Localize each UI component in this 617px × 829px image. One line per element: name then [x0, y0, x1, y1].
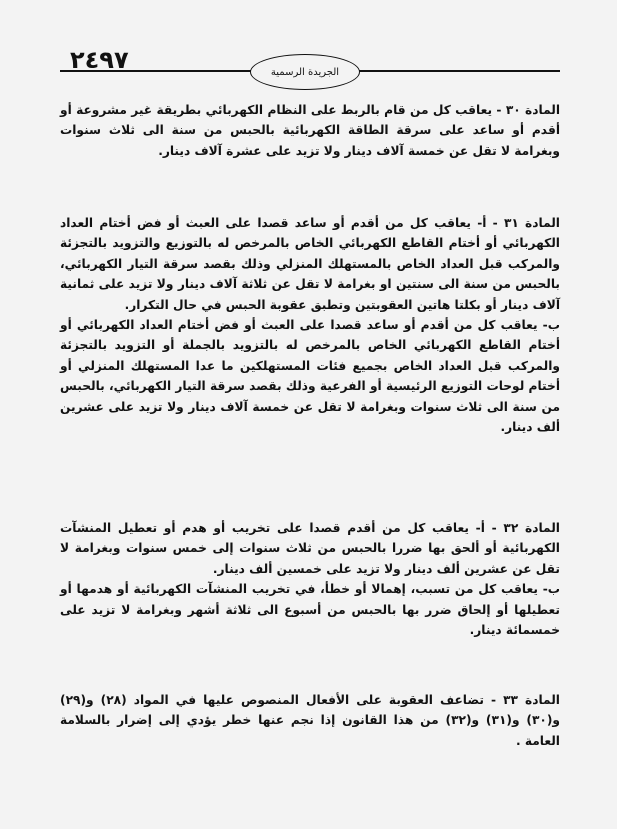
article-31-item-b-text: ب- يعاقب كل من أقدم أو ساعد قصدا على العبث أو فض أختام العداد الكهربائي أو أختام القاطع الكهربائي الخاص بالمرخص له بالتزويد بالجملة أو التزويد بالتجزئة والمركب قبل العداد الخاص بجميع فئات المستهلكين ما عدا المستهلك المنزلي أو أختام لوحات التوزيع الرئيسية أو الفرعية وذلك بقصد سرقة التيار الكهربائي، بالحبس من سنة الى ثلاث سنوات وبغرامة لا تقل عن خمسة آلاف دينار ولا تزيد على عشرين ألف دينار.: [60, 318, 560, 435]
article-31-item-a-text: أ- يعاقب كل من أقدم أو ساعد قصدا على العبث أو فض أختام العداد الكهربائي أو أختام القاطع الكهربائي الخاص بالمرخص له بالتوزيع والتزويد بالتجزئة والمركب قبل العداد الخاص بالمستهلك المنزلي وذلك بقصد سرقة التيار الكهربائي، بالحبس من سنة الى سنتين او بغرامة لا تقل عن ثلاثة آلاف دينار ولا تزيد على ثمانية آلاف دينار أو بكلتا هاتين العقوبتين وتطبق عقوبة الحبس في حال التكرار.: [60, 216, 560, 312]
article-30: [60, 100, 560, 161]
article-30-paragraph: [60, 100, 560, 161]
article-33-title: المادة ٣٣ -: [491, 693, 560, 707]
article-32-title: المادة ٣٢ -: [491, 521, 560, 535]
article-31: [60, 213, 560, 437]
article-33-paragraph: [60, 690, 560, 751]
article-31-item-a: [60, 213, 560, 315]
article-32: [60, 518, 560, 640]
article-30-title: المادة ٣٠ -: [496, 103, 560, 117]
article-32-item-a: [60, 518, 560, 579]
article-30-text: يعاقب كل من قام بالربط على النظام الكهربائي بطريقة غير مشروعة أو أقدم أو ساعد على سرقة الطاقة الكهربائية بالحبس من سنة الى ثلاث سنوات وبغرامة لا تقل عن خمسة آلاف دينار ولا تزيد على عشرة آلاف دينار.: [60, 103, 560, 158]
page-number: ٢٤٩٧: [70, 46, 129, 74]
gazette-title: الجريدة الرسمية: [270, 66, 340, 78]
article-33: [60, 690, 560, 751]
article-32-item-a-text: أ- يعاقب كل من أقدم قصدا على تخريب أو هدم أو تعطيل المنشآت الكهربائية أو ألحق بها ضررا بالحبس من ثلاث سنوات إلى خمس سنوات وبغرامة لا تقل عن عشرين ألف دينار ولا تزيد على خمسين ألف دينار.: [60, 521, 560, 576]
article-32-item-b-text: ب- يعاقب كل من تسبب، إهمالا أو خطأ، في تخريب المنشآت الكهربائية أو هدمها أو تعطيلها أو إلحاق ضرر بها بالحبس من أسبوع الى ثلاثة أشهر وبغرامة لا تزيد على خمسمائة دينار.: [60, 582, 560, 638]
gazette-title-badge: [250, 54, 360, 90]
article-31-item-b: [60, 315, 560, 437]
article-33-text: تضاعف العقوبة على الأفعال المنصوص عليها في المواد (٢٨) و(٢٩) و(٣٠) و(٣١) و(٣٢) من هذا القانون إذا نجم عنها خطر يؤدي إلى إضرار بالسلامة العامة .: [60, 693, 560, 748]
article-31-title: المادة ٣١ -: [492, 216, 560, 230]
article-32-item-b: [60, 579, 560, 640]
